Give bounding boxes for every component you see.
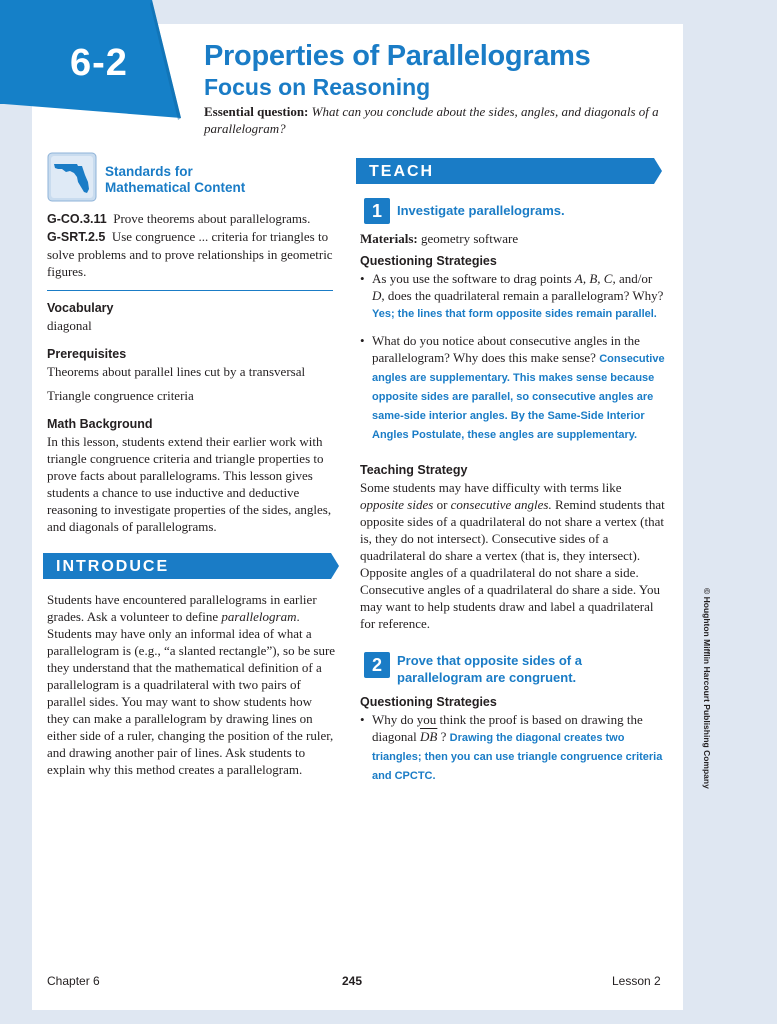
lesson-number: 6-2 (70, 42, 128, 84)
question-item (360, 270, 665, 323)
standard-text: Prove theorems about parallelograms. (113, 211, 311, 226)
essential-question (204, 103, 664, 137)
materials-text: geometry software (421, 231, 519, 246)
lesson-number-tab (0, 0, 185, 128)
standards-title (105, 164, 245, 196)
variable: A, B, C, (574, 271, 616, 286)
vocabulary-term: diagonal (47, 318, 92, 333)
step-title: Investigate parallelograms. (397, 203, 565, 218)
standards-title-line2: Mathematical Content (105, 180, 246, 195)
right-column (360, 158, 665, 785)
question-text: Why do you think the proof is based on drawing the diagonal (372, 712, 643, 744)
publisher-credit (702, 588, 719, 818)
introduce-text (47, 591, 337, 778)
essential-label: Essential question: (204, 104, 309, 119)
answer-text: Consecutive angles are supplementary. This makes sense because opposite sides are parallel, so consecutive angles are same-side interior angles. By the Same-Side Interior Angles Postulate, these angles are supplementary. (372, 353, 665, 441)
strategy-text: Remind students that opposite sides of a quadrilateral do not share a vertex (that is, they do not intersect). Consecutive sides of a quadrilateral do share a vertex (that is, they intersect). Opposite angles of a quadrilateral do not share a side. Consecutive angles of a quadrilateral do share a side. You may want to help students draw and label a quadrilateral for reference. (360, 497, 665, 631)
essential-text: What can you conclude about the sides, angles, and diagonals of a parallelogram? (204, 104, 659, 136)
segment-label: $\overline{DB}$ (420, 729, 438, 744)
materials-label: Materials: (360, 231, 418, 246)
answer-text: Drawing the diagonal creates two triangles; then you can use triangle congruence criteria and CPCTC. (372, 732, 663, 782)
standard-item (47, 228, 337, 280)
strategy-text: Some students may have difficulty with terms like (360, 480, 622, 495)
footer-lesson: Lesson 2 (612, 974, 661, 988)
questioning-heading: Questioning Strategies (360, 695, 497, 709)
question-list (360, 711, 665, 785)
teach-banner (356, 158, 671, 186)
step-2 (360, 652, 665, 686)
lesson-title: Properties of Parallelograms (204, 40, 591, 72)
standard-code: G-CO.3.11 (47, 212, 107, 226)
introduce-text-part: . Students may have only an informal idea of what a parallelogram is (e.g., “a slanted rectangle”), so be sure they understand that the mathematical definition of a parallelogram is a quadrilateral with two pairs of parallel sides. You may want to show students how they can make a parallelogram by drawing lines on either side of a ruler, changing the position of the ruler, and drawing another pair of lines. Ask students to explain why this method creates a parallelogram. (47, 609, 336, 777)
footer-chapter: Chapter 6 (47, 974, 100, 988)
introduce-heading: INTRODUCE (56, 558, 170, 575)
lesson-subtitle: Focus on Reasoning (204, 74, 431, 100)
standard-item (47, 210, 337, 228)
prerequisite-item: Theorems about parallel lines cut by a transversal (47, 364, 306, 379)
strategy-term: opposite sides (360, 497, 434, 512)
step-number-badge: 1 (364, 198, 390, 224)
question-item (360, 711, 665, 785)
footer-page-number: 245 (342, 974, 363, 988)
credit-text: © Houghton Mifflin Harcourt Publishing Company (702, 588, 712, 789)
teaching-strategy-text (360, 479, 665, 632)
standard-text: Use congruence ... criteria for triangles to solve problems and to prove relationships in geometric figures. (47, 229, 333, 279)
answer-text: Yes; the lines that form opposite sides remain parallel. (372, 308, 657, 320)
question-text: ? (437, 729, 450, 744)
standards-title-line1: Standards for (105, 164, 193, 179)
strategy-text: or (433, 497, 451, 512)
teaching-strategy-heading: Teaching Strategy (360, 463, 468, 477)
strategy-term: consecutive angles. (450, 497, 552, 512)
introduce-term: parallelogram (221, 609, 297, 624)
question-text: As you use the software to drag points (372, 271, 575, 286)
left-column (47, 150, 337, 778)
standard-code: G-SRT.2.5 (47, 230, 106, 244)
step-1 (360, 198, 665, 224)
questioning-heading: Questioning Strategies (360, 254, 497, 268)
step-title: Prove that opposite sides of a parallelogram are congruent. (397, 653, 582, 685)
question-item (360, 332, 665, 444)
prerequisites-heading: Prerequisites (47, 347, 127, 361)
step-number-badge: 2 (364, 652, 390, 678)
divider (47, 290, 333, 291)
variable: D (372, 288, 382, 303)
question-text: , does the quadrilateral remain a parallelogram? Why? (381, 288, 664, 303)
question-text: and/or (615, 271, 653, 286)
introduce-text-part: Students have encountered parallelograms in earlier grades. Ask a volunteer to define (47, 592, 317, 624)
florida-state-icon (47, 152, 97, 202)
standards-header (47, 150, 337, 210)
math-background-heading: Math Background (47, 417, 153, 431)
teach-heading: TEACH (369, 163, 435, 180)
question-list (360, 270, 665, 444)
prerequisite-item: Triangle congruence criteria (47, 388, 194, 403)
introduce-banner (43, 553, 343, 581)
math-background-text: In this lesson, students extend their earlier work with triangle congruence criteria and triangle properties to prove facts about parallelograms. This lesson gives students a chance to use inductive and deductive reasoning to investigate properties of the sides, angles, and diagonals of parallelograms. (47, 434, 332, 534)
materials-line (360, 230, 665, 247)
vocabulary-heading: Vocabulary (47, 301, 114, 315)
question-text: What do you notice about consecutive angles in the parallelogram? Why does this make sense? (372, 333, 640, 365)
